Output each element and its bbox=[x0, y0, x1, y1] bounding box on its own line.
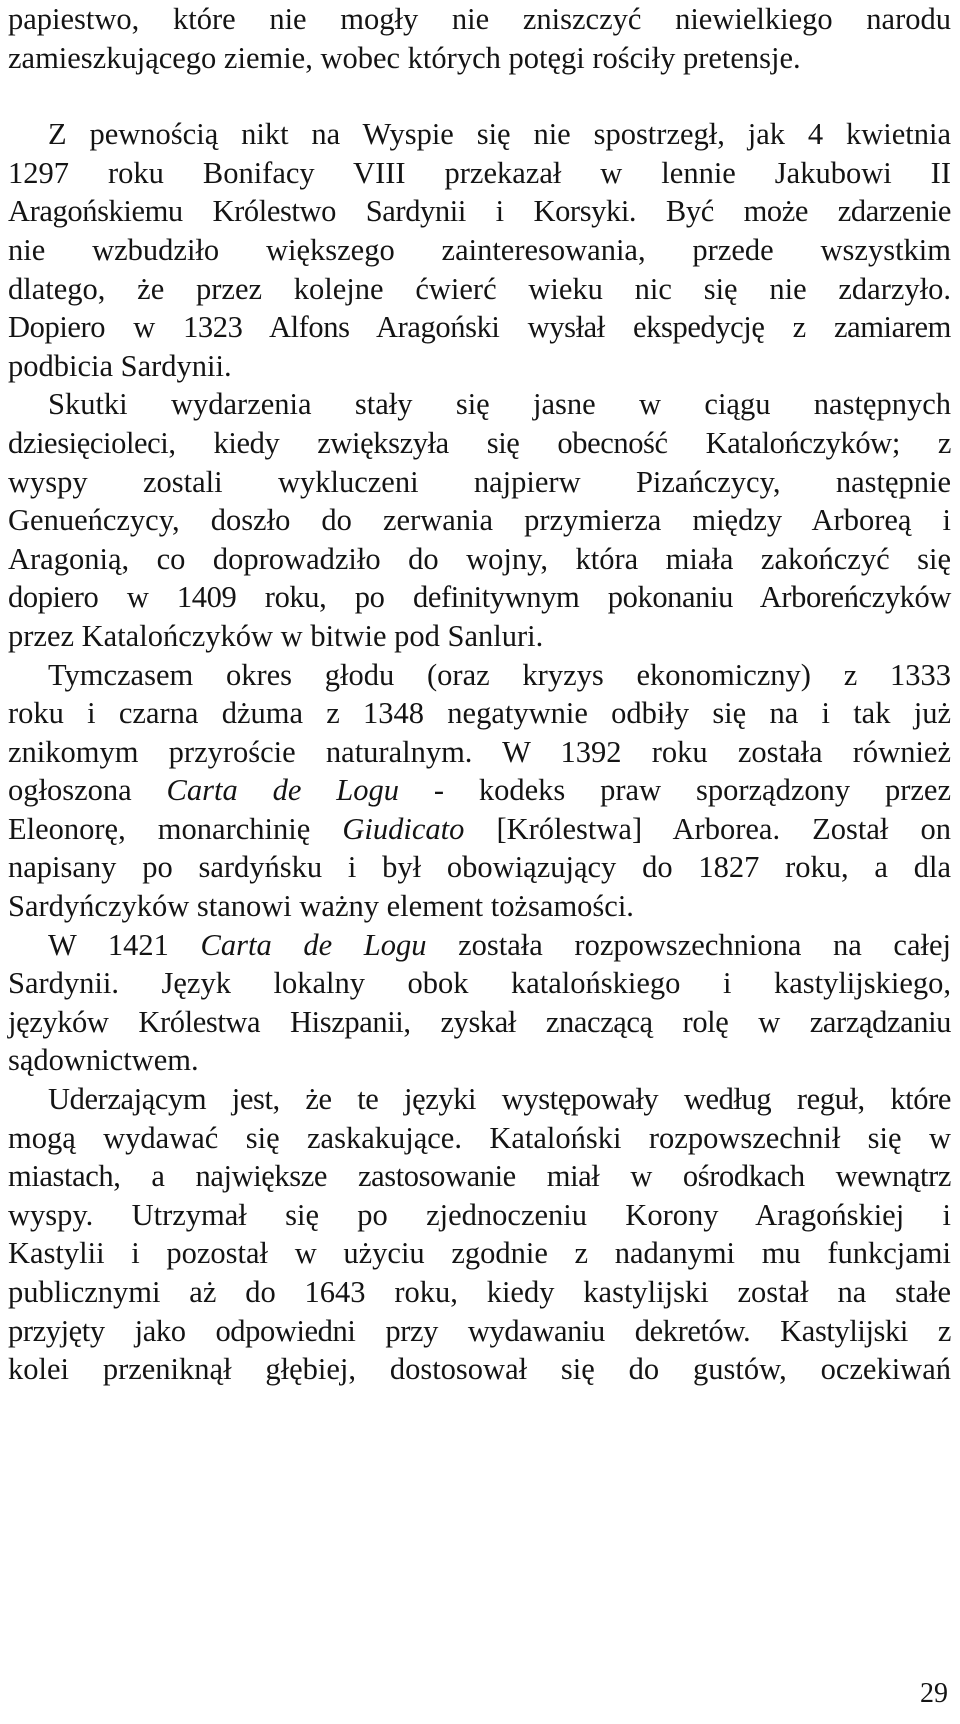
text-line: publicznymi aż do 1643 roku, kiedy kastylijski został na stałe bbox=[8, 1275, 951, 1309]
text-line: wyspy zostali wykluczeni najpierw Pizańczycy, następnie bbox=[8, 464, 951, 499]
text-line: papiestwo, które nie mogły nie zniszczyć niewielkiego narodu bbox=[8, 2, 951, 36]
text-line: dlatego, że przez kolejne ćwierć wieku nic się nie zdarzyło. bbox=[8, 271, 951, 306]
text-line: Sardynii. Język lokalny obok katalońskiego i kastylijskiego, bbox=[8, 966, 951, 1001]
text-line: wyspy. Utrzymał się po zjednoczeniu Korony Aragońskiej i bbox=[8, 1197, 951, 1232]
text-line: przez Katalończyków w bitwie pod Sanluri. bbox=[8, 618, 544, 653]
text-line: Dopiero w 1323 Alfons Aragoński wysłał ekspedycję z zamiarem bbox=[8, 310, 951, 345]
text-run: ogłoszona bbox=[8, 773, 167, 808]
paragraph bbox=[8, 1080, 951, 1389]
paragraph bbox=[8, 385, 951, 655]
text-line: sądownictwem. bbox=[8, 1043, 199, 1078]
document-page bbox=[8, 0, 951, 1389]
text-line: Sardyńczyków stanowi ważny element tożsamości. bbox=[8, 889, 634, 924]
text-line: Skutki wydarzenia stały się jasne w ciągu następnych bbox=[48, 387, 951, 422]
italic-title: Carta de Logu bbox=[200, 927, 427, 962]
page-number: 29 bbox=[920, 1678, 948, 1709]
text-line: języków Królestwa Hiszpanii, zyskał znaczącą rolę w zarządzaniu bbox=[8, 1004, 951, 1039]
text-line: kolei przeniknął głębiej, dostosował się do gustów, oczekiwań bbox=[8, 1352, 951, 1387]
text-line: miastach, a największe zastosowanie miał w ośrodkach wewnątrz bbox=[8, 1159, 951, 1194]
text-line: podbicia Sardynii. bbox=[8, 348, 232, 383]
italic-title: Giudicato bbox=[342, 811, 465, 846]
text-line: Kastylii i pozostał w użyciu zgodnie z nadanymi mu funkcjami bbox=[8, 1236, 951, 1271]
text-line: Genueńczycy, doszło do zerwania przymierza między Arboreą i bbox=[8, 503, 951, 538]
text-line: dziesięcioleci, kiedy zwiększyła się obecność Katalończyków; z bbox=[8, 425, 951, 460]
text-run: została rozpowszechniona na całej bbox=[426, 927, 951, 962]
italic-title: Carta de Logu bbox=[166, 773, 399, 808]
text-line: Z pewnością nikt na Wyspie się nie spostrzegł, jak 4 kwietnia bbox=[48, 117, 951, 152]
text-line: 1297 roku Bonifacy VIII przekazał w lennie Jakubowi II bbox=[8, 155, 951, 190]
paragraph bbox=[8, 656, 951, 926]
text-run: [Królestwa] Arborea. Został on bbox=[464, 811, 952, 846]
text-line: Aragonią, co doprowadziło do wojny, która miała zakończyć się bbox=[8, 541, 951, 576]
text-line: Aragońskiemu Królestwo Sardynii i Korsyki. Być może zdarzenie bbox=[8, 194, 951, 229]
text-line: mogą wydawać się zaskakujące. Kataloński rozpowszechnił się w bbox=[8, 1120, 951, 1155]
paragraph bbox=[8, 115, 951, 385]
text-line: Uderzającym jest, że te języki występowały według reguł, które bbox=[48, 1082, 951, 1117]
text-run: W 1421 bbox=[48, 927, 201, 962]
paragraph bbox=[8, 926, 951, 1080]
text-line bbox=[8, 810, 951, 849]
text-line bbox=[8, 926, 951, 965]
text-line: napisany po sardyńsku i był obowiązujący do 1827 roku, a dla bbox=[8, 850, 951, 885]
paragraph bbox=[8, 0, 951, 77]
text-run: Eleonorę, monarchinię bbox=[8, 811, 343, 846]
text-run: - kodeks praw sporządzony przez bbox=[398, 773, 951, 808]
text-line: roku i czarna dżuma z 1348 negatywnie odbiły się na i tak już bbox=[8, 696, 951, 731]
text-line: znikomym przyroście naturalnym. W 1392 roku została również bbox=[8, 734, 951, 769]
text-line: dopiero w 1409 roku, po definitywnym pokonaniu Arboreńczyków bbox=[8, 580, 951, 615]
text-line bbox=[8, 771, 951, 810]
text-line: przyjęty jako odpowiedni przy wydawaniu dekretów. Kastylijski z bbox=[8, 1313, 951, 1348]
text-line: Tymczasem okres głodu (oraz kryzys ekonomiczny) z 1333 bbox=[48, 657, 951, 692]
text-line: zamieszkującego ziemie, wobec których potęgi rościły pretensje. bbox=[8, 40, 801, 75]
text-line: nie wzbudziło większego zainteresowania, przede wszystkim bbox=[8, 232, 951, 267]
